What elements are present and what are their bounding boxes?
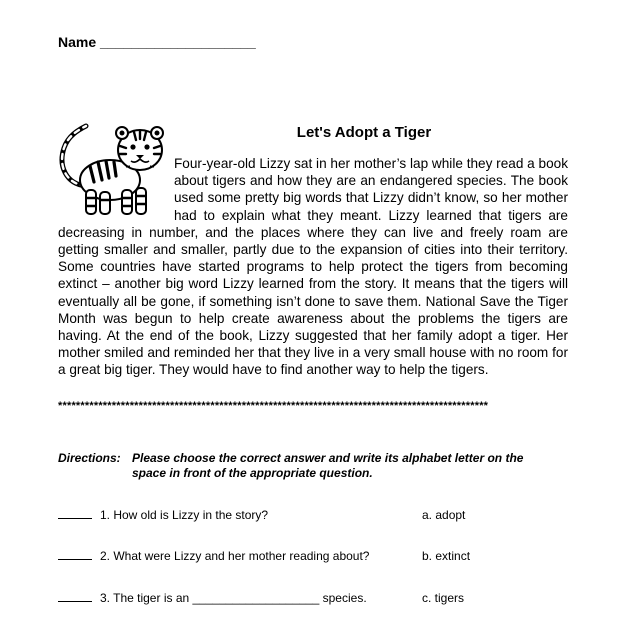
- answer-blank-1[interactable]: [58, 508, 92, 519]
- section-divider: ************************************************************************************************: [58, 400, 489, 412]
- directions-label: Directions:: [58, 451, 121, 465]
- answer-blank-3[interactable]: [58, 591, 92, 602]
- directions-text-line2: space in front of the appropriate question.: [132, 466, 373, 480]
- question-1: [58, 508, 268, 522]
- answer-option-c: c. tigers: [422, 591, 465, 605]
- directions-text-line1: Please choose the correct answer and write its alphabet letter on the: [132, 451, 524, 465]
- question-2: [58, 549, 369, 563]
- question-3-text: 3. The tiger is an ___________________ species.: [100, 591, 367, 605]
- story-title: Let's Adopt a Tiger: [296, 124, 432, 141]
- directions: [58, 451, 538, 481]
- answer-option-b: b. extinct: [422, 549, 471, 563]
- answer-option-a: a. adopt: [422, 508, 466, 522]
- question-2-text: 2. What were Lizzy and her mother reading about?: [100, 549, 370, 563]
- story-paragraph: Four-year-old Lizzy sat in her mother’s lap while they read a book about tigers and how they are an endangered species. The book used some pretty big words that Lizzy didn’t know, so her mother had to explain what they meant. Lizzy learned that tigers are decreasing in number, and the places where they can live and freely roam are getting smaller and smaller, partly due to the expansion of cities into their territory. Some countries have started programs to help protect the tigers from becoming extinct – another big word Lizzy learned from the story. It means that the tigers will eventually all be gone, if something isn’t done to save them. National Save the Tiger Month was begun to help create awareness about the problems the tigers are having. At the end of the book, Lizzy suggested that her family adopt a tiger. Her mother smiled and reminded her that they live in a very small house with no room for a great big tiger. They would have to find another way to help the tigers.: [58, 156, 568, 378]
- answer-blank-2[interactable]: [58, 549, 92, 560]
- story-paragraph-container: [58, 155, 568, 379]
- illustration-spacer: [58, 155, 174, 223]
- name-field-label: Name ____________________: [58, 34, 256, 50]
- question-3: [58, 591, 367, 605]
- question-1-text: 1. How old is Lizzy in the story?: [100, 508, 269, 522]
